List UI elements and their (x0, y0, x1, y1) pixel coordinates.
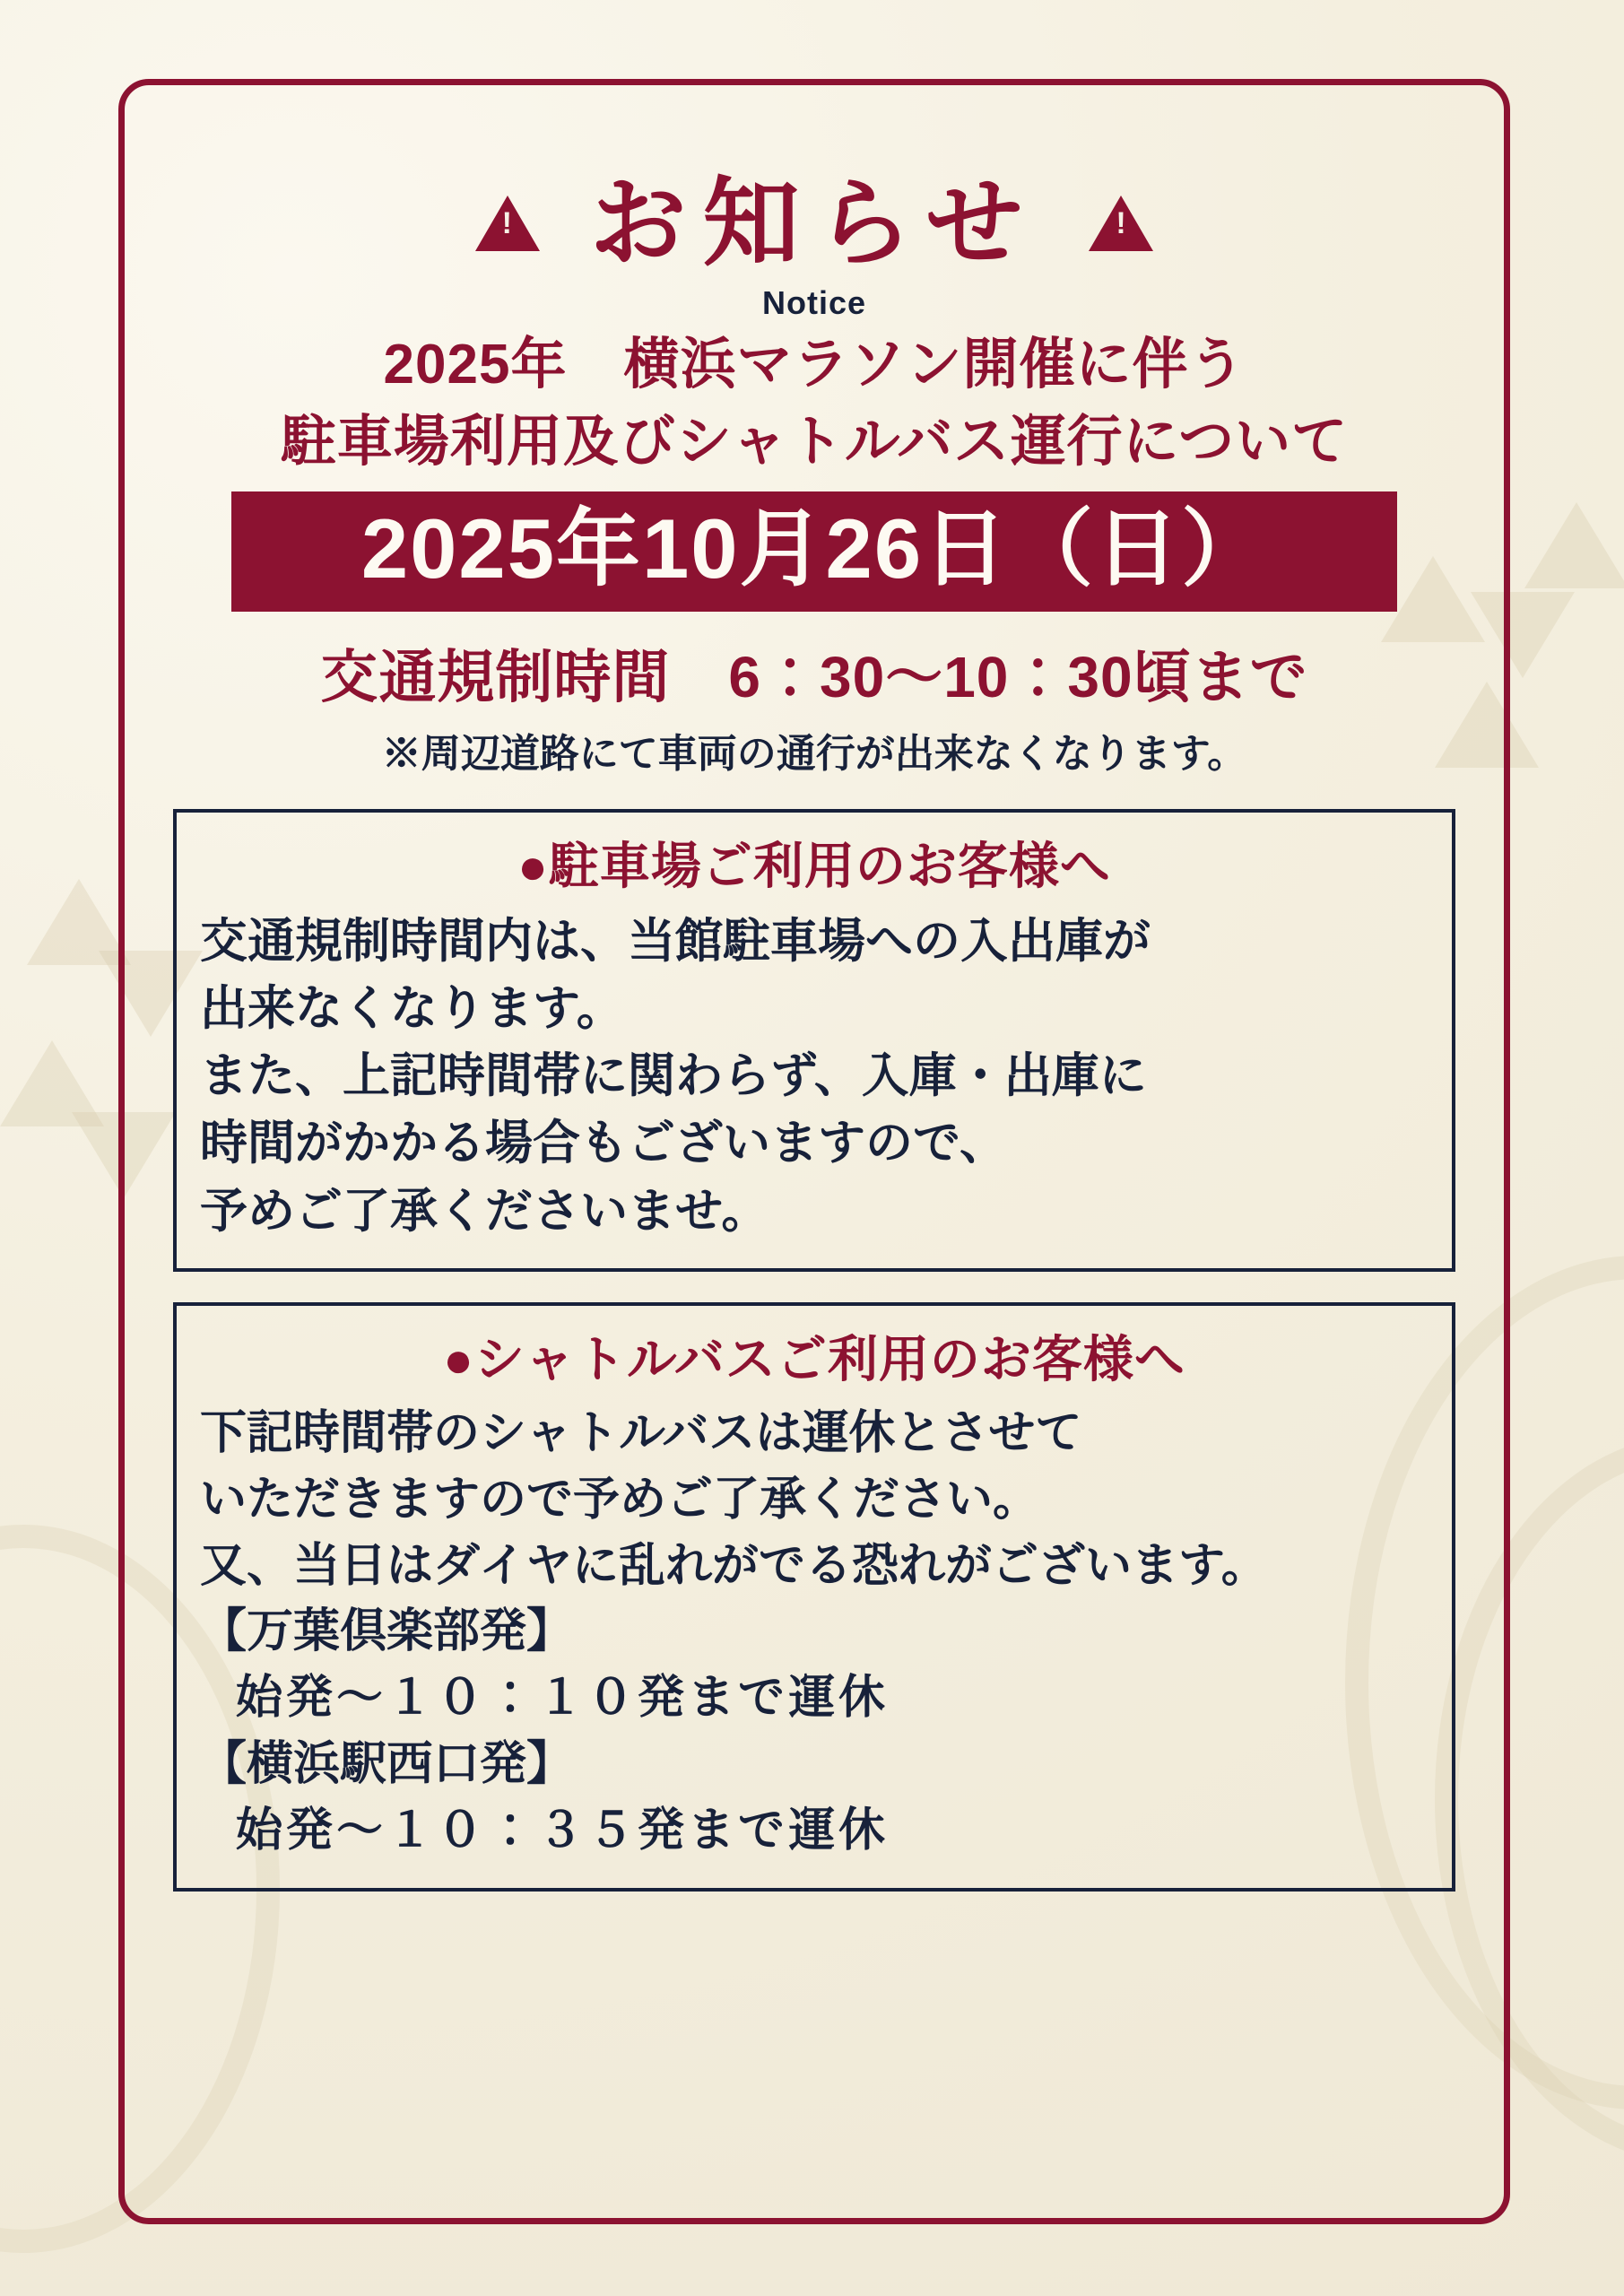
notice-subtitle-en: Notice (761, 284, 867, 321)
traffic-regulation-time: 交通規制時間 6：30～10：30頃まで (320, 644, 1308, 709)
parking-box-heading: ●駐車場ご利用のお客様へ (517, 837, 1111, 894)
shuttle-info-box (173, 1302, 1455, 1892)
shuttle-schedule-detail: 始発～１０：３５発まで運休 (236, 1804, 890, 1857)
shuttle-box-heading: ●シャトルバスご利用のお客様へ (443, 1330, 1185, 1387)
shuttle-box-line: 下記時間帯のシャトルバスは運休とさせて (200, 1406, 1082, 1459)
parking-box-line: 予めご了承くださいませ。 (200, 1184, 769, 1238)
parking-box-line: 時間がかかる場合もございますので、 (200, 1117, 1007, 1170)
shuttle-box-line: 又、当日はダイヤに乱れがでる恐れがございます。 (200, 1539, 1268, 1592)
notice-poster (118, 79, 1510, 2224)
shuttle-schedule-label: 【横浜駅西口発】 (200, 1738, 574, 1791)
poster-subtitle-line2: 駐車場利用及びシャトルバス運行について (280, 410, 1349, 473)
parking-box-line: また、上記時間帯に関わらず、入庫・出庫に (200, 1049, 1147, 1103)
poster-title-row (173, 169, 1455, 277)
warning-triangle-icon (1089, 196, 1153, 251)
page-title: お知らせ (589, 169, 1039, 277)
warning-triangle-icon (475, 196, 540, 251)
traffic-regulation-note: ※周辺道路にて車両の通行が出来なくなります。 (381, 731, 1247, 776)
shuttle-schedule-label: 【万葉倶楽部発】 (200, 1605, 574, 1658)
triangle-motif (1524, 502, 1624, 588)
parking-box-line: 交通規制時間内は、当館駐車場への入出庫が (200, 914, 1151, 968)
parking-box-line: 出来なくなります。 (200, 981, 624, 1035)
event-date-band: 2025年10月26日（日） (231, 491, 1397, 611)
shuttle-box-line: いただきますので予めご了承ください。 (200, 1473, 1040, 1526)
poster-subtitle-line1: 2025年 横浜マラソン開催に伴う (383, 334, 1246, 396)
shuttle-schedule-detail: 始発～１０：１０発まで運休 (236, 1672, 890, 1725)
parking-info-box (173, 809, 1455, 1272)
